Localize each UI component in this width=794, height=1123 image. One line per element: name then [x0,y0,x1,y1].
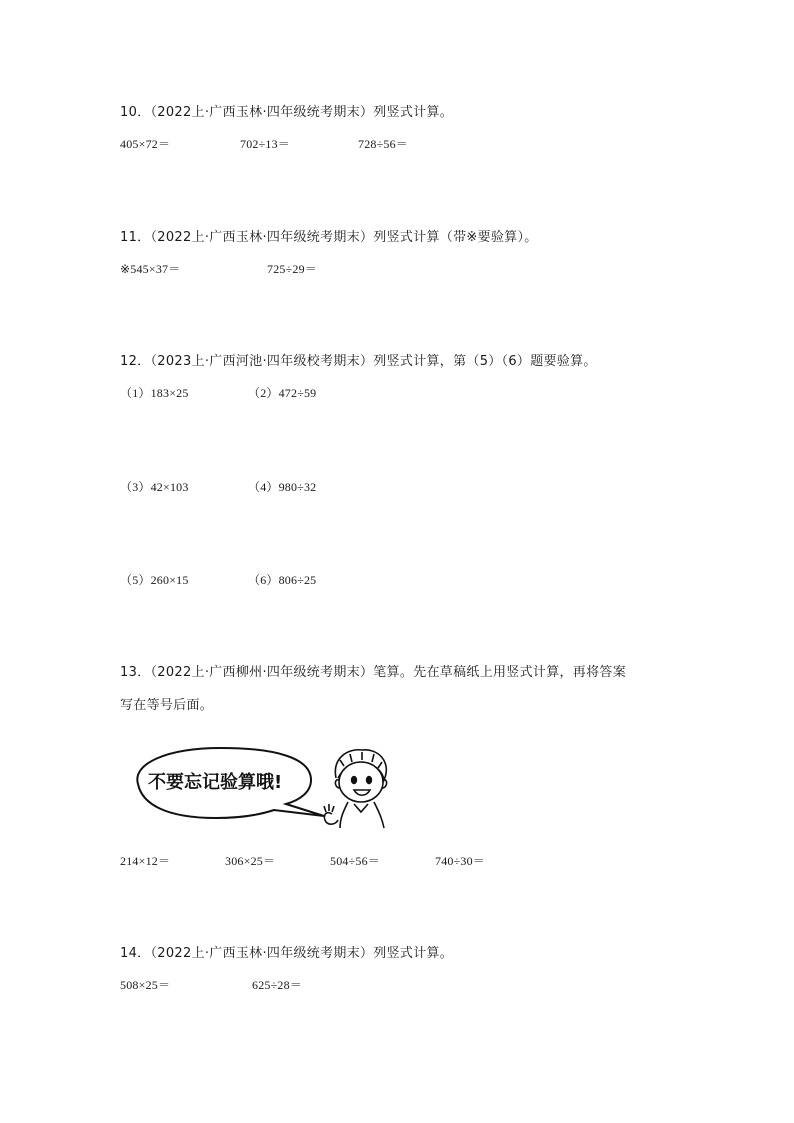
q13-item-4: 740÷30＝ [435,854,485,868]
question-13-header-line1: 13．（2022上·广西柳州·四年级统考期末）笔算。先在草稿纸上用竖式计算，再将答案 [120,665,626,680]
q13-item-1: 214×12＝ [120,854,171,868]
q11-item-1: ※545×37＝ [120,262,181,276]
q12-item-2: （2）472÷59 [248,386,317,400]
q14-item-2: 625÷28＝ [252,978,302,992]
q12-item-3: （3）42×103 [120,480,189,494]
question-13-header-line2: 写在等号后面。 [120,698,214,713]
question-10-header: 10．（2022上·广西玉林·四年级统考期末）列竖式计算。 [120,105,454,120]
boy-icon [324,750,387,828]
question-12-header: 12．（2023上·广西河池·四年级校考期末）列竖式计算，第（5）（6）题要验算。 [120,354,597,369]
q10-item-3: 728÷56＝ [358,137,408,151]
q10-item-2: 702÷13＝ [240,137,290,151]
q12-item-6: （6）806÷25 [248,573,317,587]
q12-item-4: （4）980÷32 [248,480,317,494]
reminder-illustration [126,740,396,832]
question-11-header: 11．（2022上·广西玉林·四年级统考期末）列竖式计算（带※要验算）。 [120,230,538,245]
bubble-text: 不要忘记验算哦! [148,772,283,793]
q12-item-1: （1）183×25 [120,386,189,400]
q14-item-1: 508×25＝ [120,978,171,992]
q13-item-2: 306×25＝ [225,854,276,868]
q10-item-1: 405×72＝ [120,137,171,151]
question-14-header: 14．（2022上·广西玉林·四年级统考期末）列竖式计算。 [120,946,454,961]
q13-item-3: 504÷56＝ [330,854,380,868]
q12-item-5: （5）260×15 [120,573,189,587]
q11-item-2: 725÷29＝ [267,262,317,276]
